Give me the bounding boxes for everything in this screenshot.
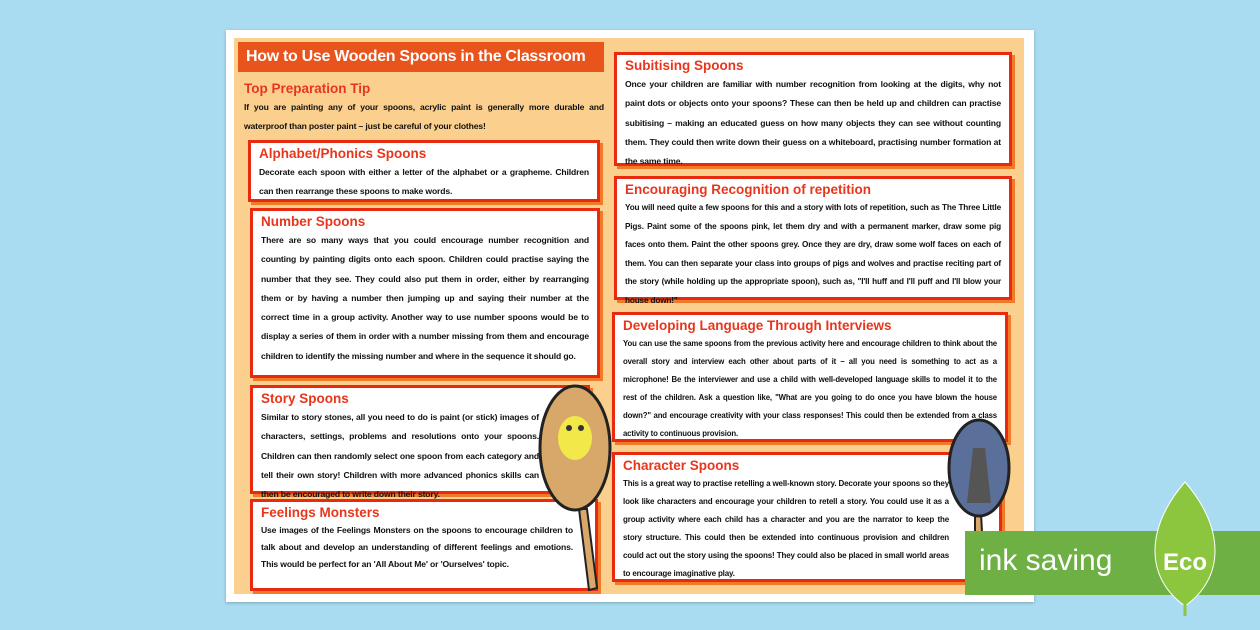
section-body: There are so many ways that you could encourage number recognition and counting by painting digits onto each spoon. Children could practise saying the number that they see. They could also put them in order, either by rearranging them or by having a number then jumping up and saying their number at the correct time in a group activity. Another way to use number spoons would be to display a series of them in order with a number missing from them and encourage children to identify the missing number and where in the sequence it should go. — [261, 235, 589, 361]
section-heading: Encouraging Recognition of repetition — [625, 182, 871, 197]
page-title: How to Use Wooden Spoons in the Classroom — [238, 42, 604, 72]
section-heading: Alphabet/Phonics Spoons — [259, 146, 427, 161]
eco-label: Eco — [1162, 549, 1208, 576]
section-body: Use images of the Feelings Monsters on the spoons to encourage children to talk about and develop an understanding of different feelings and emotions. This would be perfect for an 'All About Me' or 'Ourselves' topic. — [261, 525, 573, 569]
section-number — [250, 208, 600, 378]
tip-body: If you are painting any of your spoons, acrylic paint is generally more durable and waterproof than poster paint – just be careful of your clothes! — [244, 102, 604, 132]
top-tip — [244, 80, 604, 137]
section-alphabet — [248, 140, 600, 202]
section-character — [612, 452, 1002, 582]
section-repetition — [614, 176, 1012, 305]
section-body: Decorate each spoon with either a letter of the alphabet or a grapheme. Children can then rearrange these spoons to make words. — [259, 167, 589, 197]
section-body: Similar to story stones, all you need to do is paint (or stick) images of characters, settings, problems and resolutions onto your spoons. Children can then randomly select one spoon from each category and tell their own story! Children with more advanced phonics skills can then be encouraged to write down their story. — [261, 412, 539, 500]
section-heading: Number Spoons — [261, 214, 366, 229]
section-body: Once your children are familiar with number recognition from looking at the digits, why not paint dots or objects onto your spoons? These can then be held up and children can practise subitising – making an educated guess on how many objects they can see without counting them. They could then write down their guess on a whiteboard, practising number formation at the same time. — [625, 79, 1001, 167]
section-body: You can use the same spoons from the previous activity here and encourage children to think about the overall story and interview each other about parts of it – all you need is something to act as a microphone! Be the interviewer and use a child with well-developed language skills to model it to the rest of the children. Ask a question like, "What are you going to do once you have blown the house down?" and encourage creativity with your class responses! This could then be extended from a class activity to continuous provision. — [623, 339, 997, 438]
monster-spoon-image — [535, 383, 625, 598]
section-heading: Feelings Monsters — [261, 505, 380, 520]
tip-heading: Top Preparation Tip — [244, 81, 371, 96]
section-subitising — [614, 52, 1012, 166]
section-heading: Story Spoons — [261, 391, 349, 406]
ink-saving-label: ink saving — [979, 544, 1113, 577]
section-heading: Developing Language Through Interviews — [623, 318, 892, 333]
section-heading: Character Spoons — [623, 458, 740, 473]
section-body: You will need quite a few spoons for this and a story with lots of repetition, such as The Three Little Pigs. Paint some of the spoons pink, let them dry and with a permanent marker, draw some pig faces onto them. Paint the other spoons grey. Once they are dry, draw some wolf faces on each of them. You can then separate your class into groups of pigs and wolves and practise reciting part of the story (while holding up the appropriate spoon), such as, "I'll huff and I'll puff and I'll blow your house down!" — [625, 203, 1001, 305]
section-heading: Subitising Spoons — [625, 58, 744, 73]
eco-leaf-icon — [1140, 478, 1230, 618]
section-body: This is a great way to practise retelling a well-known story. Decorate your spoons so they look like characters and encourage your children to retell a story. You could use it as a group activity where each child has a character and you are the narrator to keep the story structure. This could then be extended into continuous provision and children could act out the story using the spoons! They could also be placed in small world areas to encourage imaginative play. — [623, 479, 950, 578]
